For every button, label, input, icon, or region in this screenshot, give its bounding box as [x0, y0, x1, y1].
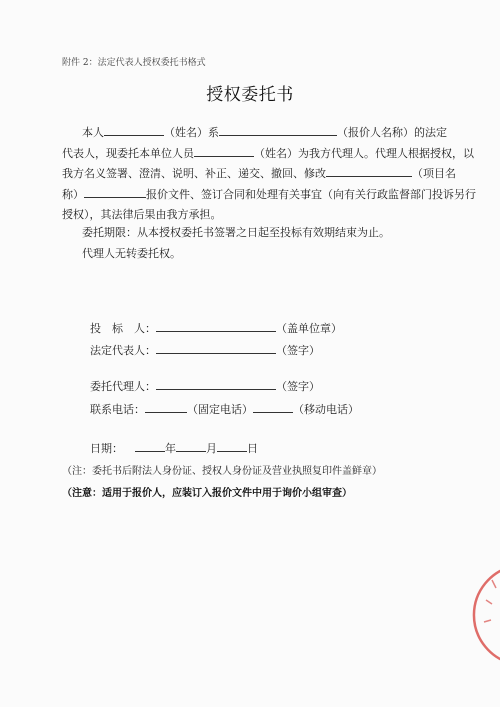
phone-row	[90, 401, 359, 417]
bidder-name-blank[interactable]	[219, 124, 337, 136]
project-name-blank-2[interactable]	[84, 186, 146, 198]
legal-rep-sign-hint: （签字）	[276, 344, 320, 357]
bidder-seal-hint: （盖单位章）	[276, 322, 342, 335]
mobile-phone-hint: （移动电话）	[293, 403, 359, 416]
agent-row	[90, 378, 320, 394]
legal-rep-blank[interactable]	[156, 342, 276, 354]
scope-text: 我方名义签署、澄清、说明、补正、递交、撤回、修改	[62, 167, 326, 180]
authorization-period: 委托期限：从本授权委托书签署之日起至投标有效期结束为止。	[82, 226, 390, 239]
legal-rep-row	[90, 342, 320, 358]
body-line-2	[62, 144, 474, 165]
date-label: 日期：	[90, 442, 123, 455]
mobile-phone-blank[interactable]	[253, 401, 293, 413]
principal-name-blank[interactable]	[104, 124, 164, 136]
bidder-blank[interactable]	[156, 320, 276, 332]
body-line-3	[62, 164, 456, 185]
delegate-label: 代表人，现委托本单位人员	[62, 146, 194, 160]
agent-label: 委托代理人：	[90, 380, 156, 393]
bidder-row	[90, 320, 342, 336]
month-label: 月	[206, 442, 217, 455]
year-label: 年	[165, 442, 176, 455]
project-hint: （项目名	[412, 167, 456, 180]
body-line-1	[62, 123, 447, 144]
bidder-hint: （报价人名称）的法定	[337, 126, 447, 139]
fixed-phone-blank[interactable]	[145, 401, 187, 413]
month-blank[interactable]	[176, 440, 206, 452]
day-blank[interactable]	[217, 440, 247, 452]
body-line-4	[62, 185, 476, 206]
phone-label: 联系电话：	[90, 403, 145, 416]
agent-hint: （姓名）为我方代理人。代理人根据授权，以	[254, 146, 474, 160]
agent-blank[interactable]	[156, 378, 276, 390]
body-line-5	[62, 205, 447, 226]
legal-rep-label: 法定代表人：	[90, 344, 156, 357]
fixed-phone-hint: （固定电话）	[187, 403, 253, 416]
name-hint: （姓名）系	[164, 126, 219, 139]
applicability-note: （注意：适用于报价人，应装订入报价文件中用于询价小组审查）	[62, 488, 352, 499]
date-row	[90, 440, 258, 456]
day-label: 日	[247, 442, 258, 455]
document-title: 授权委托书	[206, 85, 294, 105]
legal-consequence: 授权），其法律后果由我方承担。	[62, 208, 222, 221]
project-hint-end: 称）	[62, 187, 84, 201]
scope-text-2: 报价文件、签订合同和处理有关事宜（向有关行政监督部门投诉另行	[146, 187, 476, 201]
principal-label: 本人	[82, 126, 104, 139]
attachment-requirement-note: （注：委托书后附法人身份证、授权人身份证及营业执照复印件盖鲜章）	[62, 466, 382, 477]
bidder-label: 投 标 人：	[90, 322, 156, 335]
no-subdelegation: 代理人无转委托权。	[82, 247, 181, 260]
red-seal-stamp	[462, 560, 500, 670]
agent-sign-hint: （签字）	[276, 380, 320, 393]
authorization-body	[62, 123, 476, 226]
agent-name-blank[interactable]	[194, 145, 254, 157]
year-blank[interactable]	[135, 440, 165, 452]
project-name-blank[interactable]	[326, 165, 412, 177]
attachment-note: 附件 2：法定代表人授权委托书格式	[62, 58, 206, 68]
